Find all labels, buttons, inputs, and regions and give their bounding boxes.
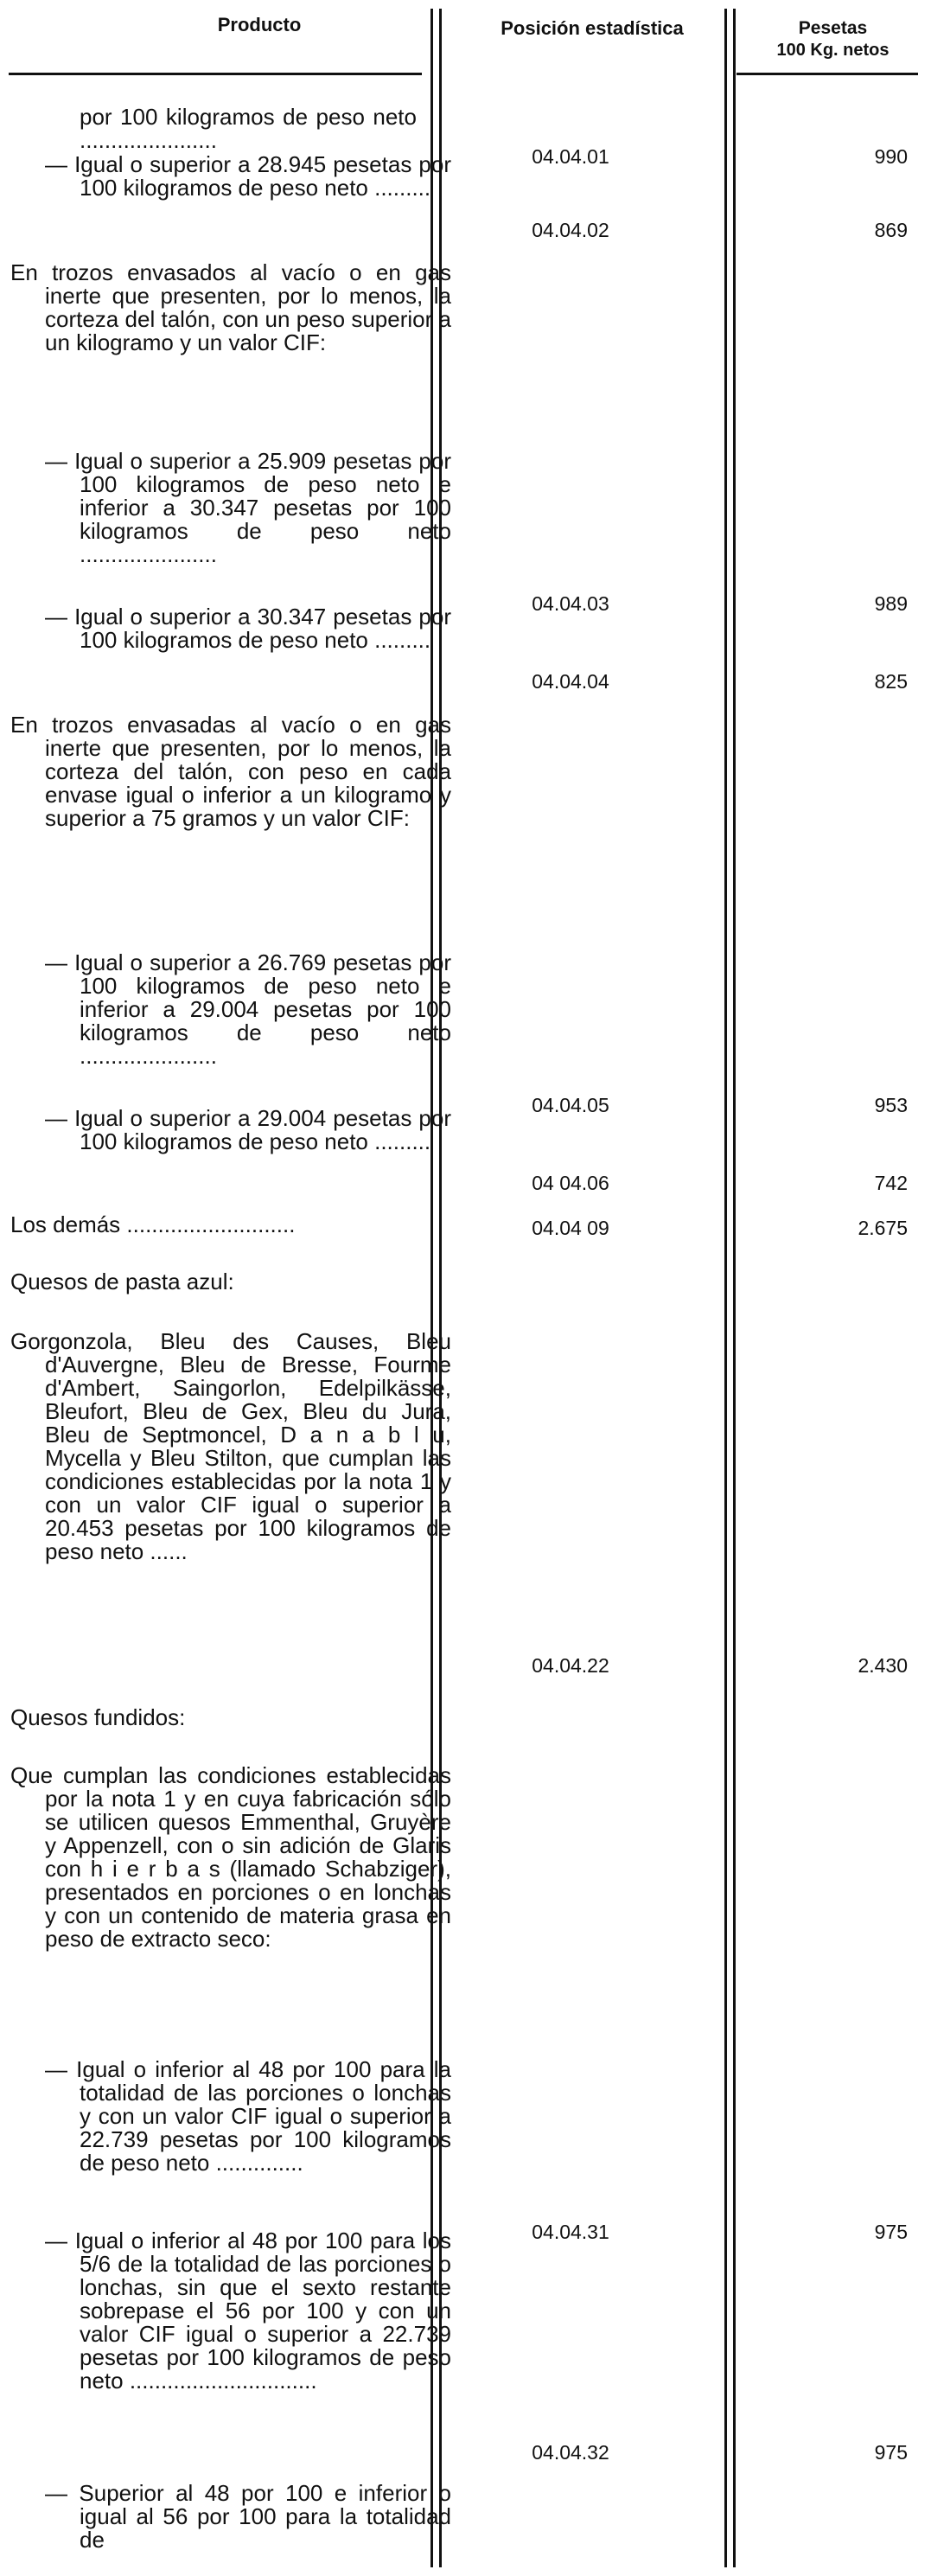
statistical-position: 04.04 09 [532,1217,609,1239]
product-description: por 100 kilogramos de peso neto ...................... [80,104,417,153]
section-heading: Quesos fundidos: [10,1704,186,1730]
product-description: En trozos envasados al vacío o en gas inerte que presenten, por lo menos, la corteza del talón, con un peso superior a un kilogramo y un valor CIF: [10,259,451,355]
statistical-position: 04 04.06 [532,1172,609,1194]
statistical-position: 04.04.02 [532,219,609,241]
price-value: 990 [874,145,908,168]
statistical-position: 04.04.31 [532,2221,609,2243]
price-value: 742 [874,1172,908,1194]
header-price-line1: Pesetas [798,18,868,38]
product-description: En trozos envasadas al vacío o en gas inerte que presenten, por lo menos, la corteza del talón, con peso en cada envase igual o inferior a un kilogramo y superior a 75 gramos y un valor CIF: [10,712,451,831]
statistical-position: 04.04.04 [532,670,609,693]
product-description: Que cumplan las condiciones establecidas por la nota 1 y en cuya fabricación sólo se utilicen quesos Emmenthal, Gruyère y Appenzell, con o sin adición de Glaris con h i e r b a s (llamado Schabziger), presentados en porciones o en lonchas y con un contenido de materia grasa en peso de extracto seco: [10,1762,451,1952]
statistical-position: 04.04.03 [532,592,609,615]
header-position: Posición estadística [501,17,684,39]
statistical-position: 04.04.32 [532,2441,609,2464]
statistical-position: 04.04.22 [532,1654,609,1677]
price-value: 975 [874,2441,908,2464]
header-product: Producto [217,14,302,35]
header-price-line2: 100 Kg. netos [776,41,890,60]
price-value: 953 [874,1094,908,1116]
section-heading: Quesos de pasta azul: [10,1269,234,1294]
price-value: 989 [874,592,908,615]
product-description: — Igual o superior a 28.945 pesetas por 100 kilogramos de peso neto ......... [45,151,451,201]
product-description: — Igual o superior a 25.909 pesetas por 100 kilogramos de peso neto e inferior a 30.347 pesetas por 100 kilogramos de peso neto ...................... [45,448,451,567]
statistical-position: 04.04.05 [532,1094,609,1116]
product-description: — Igual o inferior al 48 por 100 para la totalidad de las porciones o lonchas y con un valor CIF igual o superior a 22.739 pesetas por 100 kilogramos de peso neto .............. [45,2056,451,2176]
price-value: 825 [874,670,908,693]
product-description: — Superior al 48 por 100 e inferior o igual al 56 por 100 para la totalidad de [45,2480,451,2553]
product-description: Gorgonzola, Bleu des Causes, Bleu d'Auvergne, Bleu de Bresse, Fourme d'Ambert, Saingorlon, Edelpilkässe, Bleufort, Bleu de Gex, Bleu du Jura, Bleu de Septmoncel, D a n a b l u, Mycella y Bleu Stilton, que cumplan las condiciones establecidas por la nota 1 y con un valor CIF igual o superior a 20.453 pesetas por 100 kilogramos de peso neto ...... [10,1328,451,1564]
price-value: 2.430 [858,1654,908,1677]
product-description: — Igual o superior a 29.004 pesetas por 100 kilogramos de peso neto ......... [45,1105,451,1154]
price-value: 975 [874,2221,908,2243]
price-value: 2.675 [858,1217,908,1239]
product-description: Los demás ........................... [10,1211,296,1237]
statistical-position: 04.04.01 [532,145,609,168]
product-description: — Igual o inferior al 48 por 100 para los 5/6 de la totalidad de las porciones o lonchas, sin que el sexto restante sobrepase el 56 por 100 y con un valor CIF igual o superior a 22.739 pesetas por 100 kilogramos de peso neto .............................. [45,2228,451,2394]
product-description: — Igual o superior a 30.347 pesetas por 100 kilogramos de peso neto ......... [45,604,451,653]
product-description: — Igual o superior a 26.769 pesetas por 100 kilogramos de peso neto e inferior a 29.004 pesetas por 100 kilogramos de peso neto ...................... [45,949,451,1069]
price-value: 869 [874,219,908,241]
